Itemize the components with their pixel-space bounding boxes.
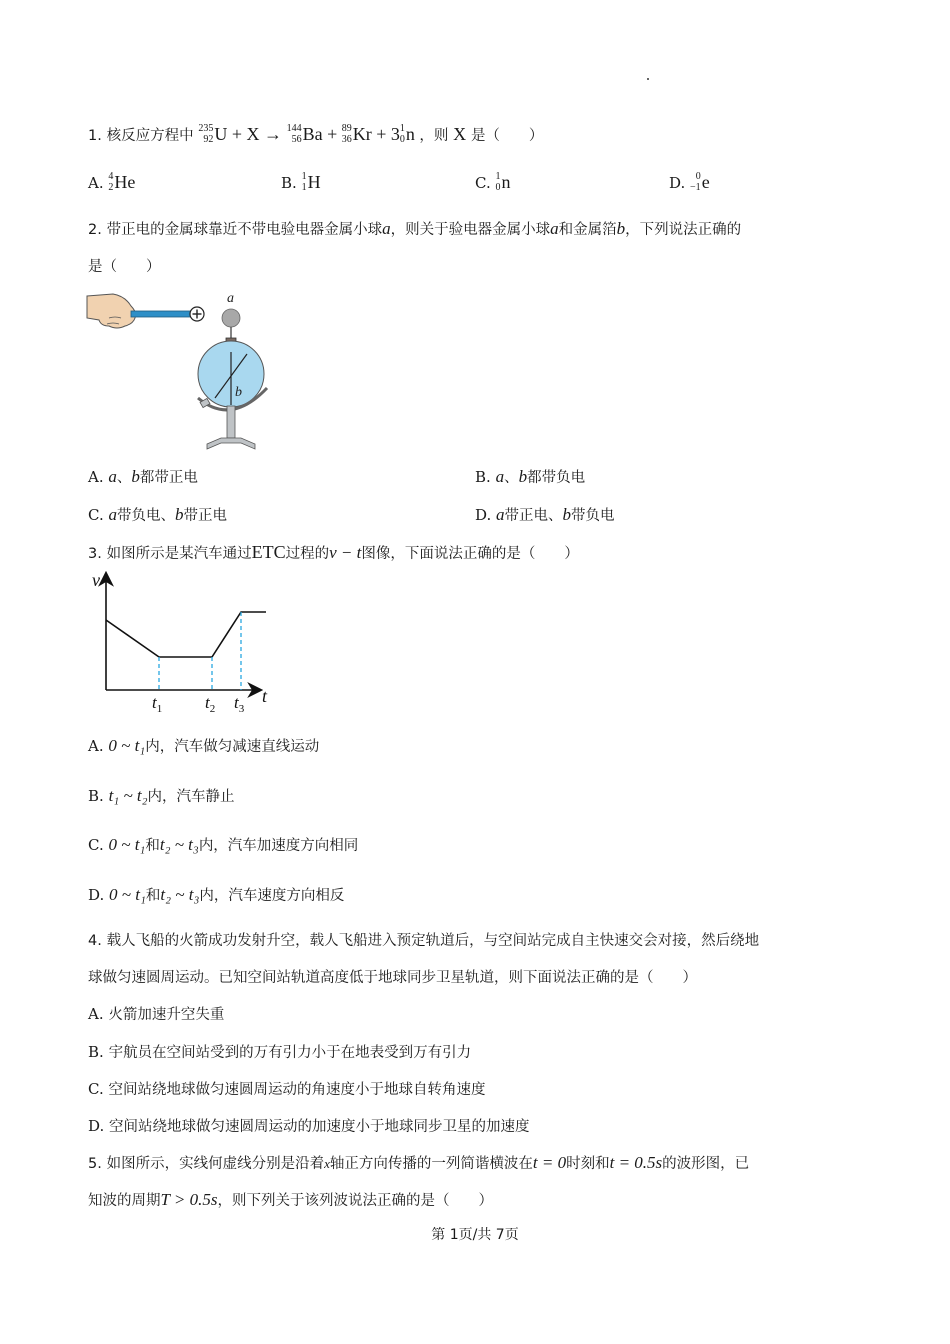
question-number: 1. xyxy=(88,128,102,144)
question-3-option-c[interactable]: C. 0 ~ t₁和t₂ ~ t₃内，汽车加速度方向相同 xyxy=(88,835,359,854)
nuclear-equation: 235 92 U + X → 144 56 Ba + 89 36 Kr + 3 1 0 n xyxy=(198,122,415,145)
question-3-stem: 3. 如图所示是某汽车通过ETC过程的v − t图像，下面说法正确的是（ ） xyxy=(88,542,579,562)
question-1-option-a[interactable]: A. 4 2 He xyxy=(88,170,136,193)
question-1-option-c[interactable]: C. 1 0 n xyxy=(475,170,511,193)
question-4-stem-line2: 球做匀速圆周运动。已知空间站轨道高度低于地球同步卫星轨道，则下面说法正确的是（ ） xyxy=(88,970,697,986)
svg-text:t1: $t_1$ xyxy=(152,693,163,715)
charged-rod xyxy=(131,311,191,317)
question-4-option-c[interactable]: C. 空间站绕地球做匀速圆周运动的角速度小于地球自转角速度 xyxy=(88,1080,486,1098)
metal-ball xyxy=(222,309,240,327)
question-5-stem-line2: 知波的周期T > 0.5s，则下列关于该列波说法正确的是（ ） xyxy=(88,1190,493,1209)
question-3-option-d[interactable]: D. 0 ~ t₁和t₂ ~ t₃内，汽车速度方向相反 xyxy=(88,885,345,904)
question-4-option-b[interactable]: B. 宇航员在空间站受到的万有引力小于在地表受到万有引力 xyxy=(88,1043,472,1061)
question-2-stem-line2: 是（ ） xyxy=(88,259,161,275)
question-1-option-b[interactable]: B. 1 1 H xyxy=(281,170,321,193)
question-1-option-d[interactable]: D. 0 −1 e xyxy=(669,170,710,193)
question-3-option-a[interactable]: A. 0 ~ t₁内，汽车做匀减速直线运动 xyxy=(88,736,320,755)
question-2-option-a[interactable]: A. a、b都带正电 xyxy=(88,467,198,486)
question-1-stem: 1. 核反应方程中 235 92 U + X → 144 56 Ba + 89 36 Kr + 3 1 0 n ，则 X 是（ ） xyxy=(88,122,544,145)
svg-text:a: a xyxy=(227,291,234,306)
svg-text:t3: $t_3$ xyxy=(234,693,245,715)
electroscope-figure xyxy=(85,288,285,453)
question-5-stem: 5. 如图所示，实线何虚线分别是沿着x轴正方向传播的一列简谐横波在t = 0时刻和t = 0.5s的波形图，已 xyxy=(88,1153,750,1172)
page-mark xyxy=(647,78,649,80)
question-2-option-c[interactable]: C. a带负电、b带正电 xyxy=(88,505,227,524)
question-2-option-b[interactable]: B. a、b都带负电 xyxy=(475,467,586,486)
page-footer: 第 1页/共 7页 xyxy=(431,1227,519,1243)
question-4-option-d[interactable]: D. 空间站绕地球做匀速圆周运动的加速度小于地球同步卫星的加速度 xyxy=(88,1117,530,1135)
svg-text:b: b xyxy=(235,385,242,400)
question-4-option-a[interactable]: A. 火箭加速升空失重 xyxy=(88,1005,225,1023)
vt-chart xyxy=(88,568,288,718)
question-3-option-b[interactable]: B. t₁ ~ t₂内，汽车静止 xyxy=(88,786,235,805)
question-2-option-d[interactable]: D. a带正电、b带负电 xyxy=(475,505,615,524)
velocity-curve xyxy=(106,612,266,657)
svg-text:t2: $t_2$ xyxy=(205,693,216,715)
svg-text:t: t xyxy=(262,686,268,706)
question-2-stem: 2. 带正电的金属球靠近不带电验电器金属小球a，则关于验电器金属小球a和金属箔b，下列说法正确的 xyxy=(88,219,742,238)
question-4-stem: 4. 载人飞船的火箭成功发射升空，载人飞船进入预定轨道后，与空间站完成自主快速交会对接，然后绕地 xyxy=(88,933,760,949)
svg-text:v: v xyxy=(92,570,100,590)
